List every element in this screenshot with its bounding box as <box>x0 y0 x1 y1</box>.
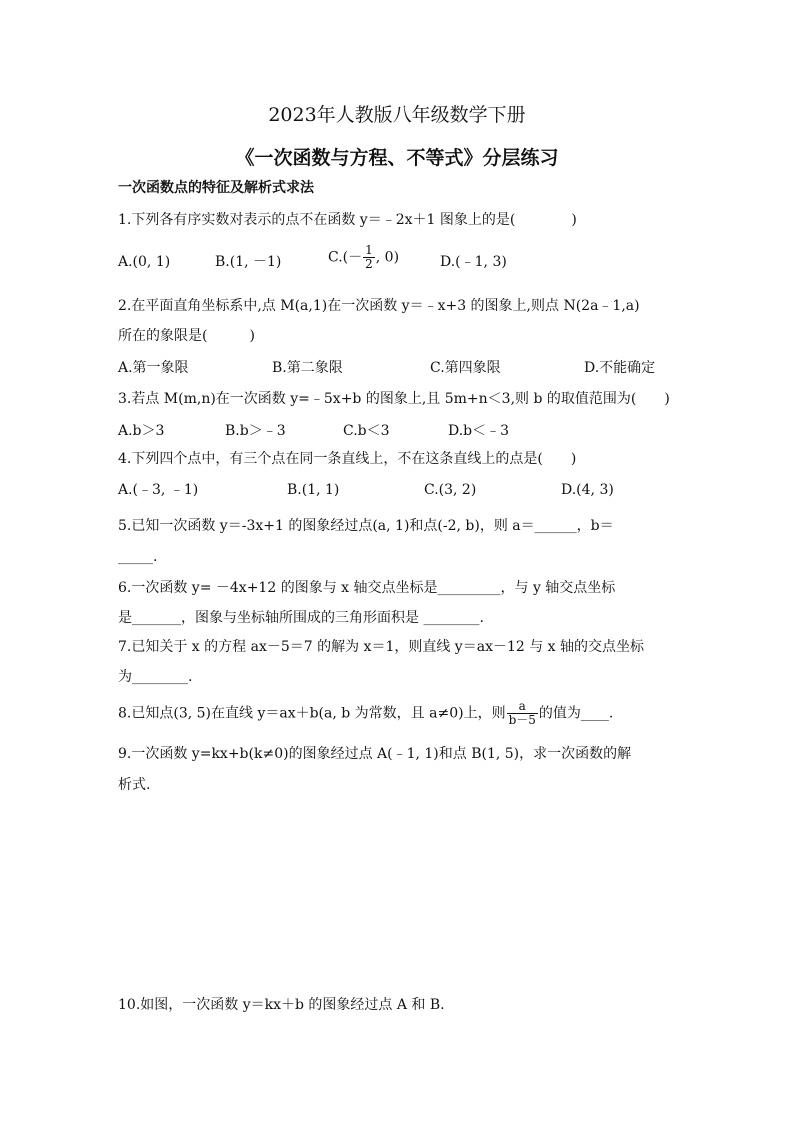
question-1-option-c-prefix: C.(－ <box>328 249 363 266</box>
question-3-option-a: A.b＞3 <box>118 423 165 439</box>
question-1-stem: 1.下列各有序实数对表示的点不在函数 y＝﹣2x＋1 图象上的是( ) <box>118 212 577 228</box>
question-10-line-1: 10.如图，一次函数 y＝kx＋b 的图象经过点 A 和 B. <box>118 997 445 1013</box>
document-title: 2023年人教版八年级数学下册 <box>268 104 526 126</box>
question-3-option-c: C.b＜3 <box>343 423 390 439</box>
question-2-line-2: 所在的象限是( ) <box>118 328 255 344</box>
question-2-option-c: C.第四象限 <box>430 360 501 376</box>
fraction-numerator: 1 <box>365 243 373 257</box>
fraction-denominator: b－5 <box>508 713 536 727</box>
question-7-line-1: 7.已知关于 x 的方程 ax－5＝7 的解为 x＝1，则直线 y＝ax－12 与 x 轴的交点坐标 <box>118 639 645 655</box>
question-2-option-b: B.第二象限 <box>272 360 343 376</box>
question-3-stem: 3.若点 M(m,n)在一次函数 y=﹣5x+b 的图象上,且 5m+n＜3,则 b 的取值范围为( ) <box>118 391 670 407</box>
question-9-line-1: 9.一次函数 y=kx+b(k≠0)的图象经过点 A(﹣1, 1)和点 B(1, 5)，求一次函数的解 <box>118 746 632 762</box>
question-2-option-d: D.不能确定 <box>584 360 656 376</box>
question-7-line-2: 为________. <box>118 669 193 685</box>
question-5-line-1: 5.已知一次函数 y＝-3x+1 的图象经过点(a, 1)和点(-2, b)，则 a＝______，b＝ <box>118 518 614 534</box>
document-subtitle: 《一次函数与方程、不等式》分层练习 <box>235 147 559 169</box>
question-1-option-b: B.(1, －1) <box>215 254 282 270</box>
question-5-line-2: _____. <box>118 549 158 565</box>
section-heading: 一次函数点的特征及解析式求法 <box>118 180 314 196</box>
question-4-option-a: A.(﹣3, ﹣1) <box>118 482 199 498</box>
question-8-suffix: 的值为____. <box>538 705 614 722</box>
question-1-option-c <box>328 244 399 271</box>
question-4-stem: 4.下列四个点中，有三个点在同一条直线上，不在这条直线上的点是( ) <box>118 451 577 467</box>
question-2-option-a: A.第一象限 <box>118 360 189 376</box>
question-9-line-2: 析式. <box>118 777 151 793</box>
question-6-line-1: 6.一次函数 y= －4x+12 的图象与 x 轴交点坐标是_________，与 y 轴交点坐标 <box>118 580 616 596</box>
question-4-option-b: B.(1, 1) <box>287 482 340 498</box>
question-1-option-a: A.(0, 1) <box>118 254 171 270</box>
question-6-line-2: 是_______，图象与坐标轴所围成的三角形面积是 ________. <box>118 610 484 626</box>
question-2-line-1: 2.在平面直角坐标系中,点 M(a,1)在一次函数 y＝﹣x+3 的图象上,则点 N(2a﹣1,a) <box>118 298 640 314</box>
question-8 <box>118 700 613 727</box>
question-1-option-c-suffix: , 0) <box>375 249 400 266</box>
fraction-a-over-b-minus-5 <box>507 700 538 727</box>
fraction-denominator: 2 <box>365 257 373 271</box>
question-1-option-d: D.(﹣1, 3) <box>440 254 507 270</box>
question-4-option-d: D.(4, 3) <box>561 482 614 498</box>
question-4-option-c: C.(3, 2) <box>424 482 477 498</box>
question-3-option-b: B.b＞﹣3 <box>225 423 286 439</box>
fraction-one-half <box>363 244 375 271</box>
fraction-numerator: a <box>507 700 538 714</box>
question-8-prefix: 8.已知点(3, 5)在直线 y＝ax＋b(a, b 为常数，且 a≠0)上，则 <box>118 705 506 722</box>
question-3-option-d: D.b＜﹣3 <box>448 423 510 439</box>
